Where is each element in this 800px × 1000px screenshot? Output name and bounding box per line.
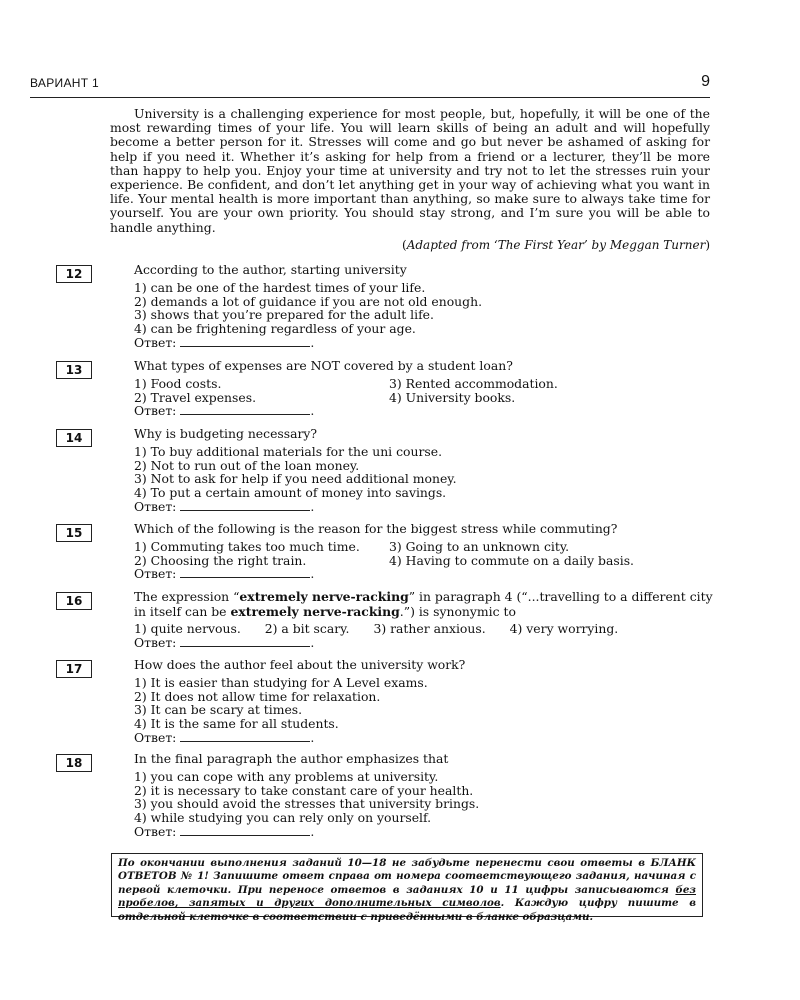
answer-end: . (310, 403, 315, 419)
answer-label: Ответ: (134, 729, 177, 745)
instructions-note (111, 853, 703, 923)
answer-end: . (310, 823, 315, 839)
answer-option: 4) Having to commute on a daily basis. (389, 552, 634, 568)
question-stem: In the final paragraph the author emphasizes that (134, 751, 449, 766)
answer-option: 3) you should avoid the stresses that university brings. (134, 796, 480, 812)
answer-option: 2) It does not allow time for relaxation. (134, 688, 381, 704)
answer-label: Ответ: (134, 498, 177, 514)
question-number: 15 (56, 524, 92, 542)
answer-line (134, 636, 714, 650)
answer-option: 2) Choosing the right train. (134, 552, 307, 568)
answer-option: 3) Going to an unknown city. (389, 538, 570, 554)
question-stem: How does the author feel about the university work? (134, 657, 466, 672)
answer-option: 2) Not to run out of the loan money. (134, 457, 360, 473)
answer-end: . (310, 634, 315, 650)
answer-option: 2) Travel expenses. (134, 389, 257, 405)
source-open: ( (402, 238, 407, 252)
question-stem (134, 590, 714, 619)
answer-option: 1) Commuting takes too much time. (134, 538, 360, 554)
answer-blank[interactable] (180, 336, 310, 347)
answer-option: 2) a bit scary. (264, 621, 350, 636)
answer-option: 4) University books. (389, 389, 516, 405)
answer-option: 2) it is necessary to take constant care of your health. (134, 782, 474, 798)
answer-option: 3) Not to ask for help if you need additional money. (134, 471, 457, 487)
question-number: 13 (56, 361, 92, 379)
variant-label: ВАРИАНТ 1 (30, 76, 99, 90)
answer-blank[interactable] (180, 731, 310, 742)
answer-option: 1) quite nervous. (134, 621, 241, 636)
source-title: Adapted from ‘The First Year’ by Meggan Turner (406, 238, 706, 252)
note-text: . Каждую цифру пишите в отдельной клеточке в соответствии с приведёнными в бланке образцами. (118, 897, 696, 923)
answer-blank[interactable] (180, 404, 310, 415)
answer-option: 1) To buy additional materials for the uni course. (134, 443, 443, 459)
answer-option: 3) shows that you’re prepared for the adult life. (134, 307, 434, 323)
answer-line (134, 825, 712, 839)
answer-blank[interactable] (180, 500, 310, 511)
question-stem: Why is budgeting necessary? (134, 426, 318, 441)
page-header (30, 73, 710, 96)
answer-label: Ответ: (134, 634, 177, 650)
question-number: 18 (56, 754, 92, 772)
answer-option: 4) It is the same for all students. (134, 716, 339, 732)
answer-option: 1) It is easier than studying for A Level exams. (134, 674, 428, 690)
answer-line (134, 500, 712, 514)
reading-passage (110, 107, 710, 235)
answer-line (134, 336, 712, 350)
answer-label: Ответ: (134, 403, 177, 419)
stem-text: .”) is synonymic to (399, 603, 516, 619)
page-number: 9 (701, 73, 710, 90)
answer-line (134, 731, 712, 745)
question-number: 17 (56, 660, 92, 678)
answer-option: 4) very worrying. (509, 621, 619, 636)
question-number: 14 (56, 429, 92, 447)
answer-label: Ответ: (134, 823, 177, 839)
answer-option: 3) rather anxious. (373, 621, 486, 636)
answer-option: 3) Rented accommodation. (389, 375, 558, 391)
passage-paragraph: University is a challenging experience for most people, but, hopefully, it will be one of the most rewarding times of your life. You will learn skills of being an adult and will hopefully become a better person for it. Stresses will come and go but never be ashamed of asking for help if you need it. Whether it’s asking for help from a friend or a lecturer, they’ll be more than happy to help you. Enjoy your time at university and try not to let the stresses ruin your experience. Be confident, and don’t let anything get in your way of achieving what you want in life. Your mental health is more important than anything, so make sure to always take time for yourself. You are your own priority. You should stay strong, and I’m sure you will be able to handle anything. (110, 106, 710, 235)
answer-end: . (310, 729, 315, 745)
options-row (134, 622, 714, 636)
source-close: ) (705, 238, 710, 252)
question-stem: What types of expenses are NOT covered by a student loan? (134, 358, 513, 373)
note-text: По окончании выполнения заданий 10—18 не забудьте перенести свои ответы в БЛАНК ОТВЕТОВ № 1! Запишите ответ справа от номера соответствующего задания, начиная с первой клеточки. При переносе ответов в заданиях 10 и 11 цифры записываются (118, 857, 696, 896)
stem-text: The expression “ (134, 589, 240, 604)
answer-end: . (310, 566, 315, 582)
answer-option: 2) demands a lot of guidance if you are not old enough. (134, 293, 483, 309)
stem-bold: extremely nerve-racking (239, 589, 409, 604)
answer-end: . (310, 334, 315, 350)
answer-label: Ответ: (134, 334, 177, 350)
answer-option: 3) It can be scary at times. (134, 702, 303, 718)
answer-line (134, 404, 712, 418)
question-number: 12 (56, 265, 92, 283)
answer-line (134, 567, 712, 581)
options-grid (134, 540, 712, 568)
stem-text: ” in paragraph 4 (“...travelling to a different city in itself can be (134, 589, 713, 619)
answer-end: . (310, 498, 315, 514)
question-stem: Which of the following is the reason for the biggest stress while commuting? (134, 521, 618, 536)
answer-blank[interactable] (180, 636, 310, 647)
answer-option: 1) you can cope with any problems at university. (134, 768, 439, 784)
answer-option: 4) can be frightening regardless of your age. (134, 321, 416, 337)
stem-bold: extremely nerve-racking (230, 603, 400, 619)
answer-label: Ответ: (134, 566, 177, 582)
answer-option: 4) while studying you can rely only on yourself. (134, 810, 432, 826)
answer-option: 1) can be one of the hardest times of your life. (134, 279, 426, 295)
note-underlined: без пробелов, запятых и других дополнительных символов (118, 883, 696, 910)
answer-blank[interactable] (180, 567, 310, 578)
question-stem: According to the author, starting university (134, 262, 407, 277)
passage-source (110, 238, 710, 252)
answer-option: 4) To put a certain amount of money into savings. (134, 485, 447, 501)
header-rule (30, 97, 710, 98)
options-grid (134, 377, 712, 405)
answer-option: 1) Food costs. (134, 375, 222, 391)
question-number: 16 (56, 592, 92, 610)
answer-blank[interactable] (180, 825, 310, 836)
